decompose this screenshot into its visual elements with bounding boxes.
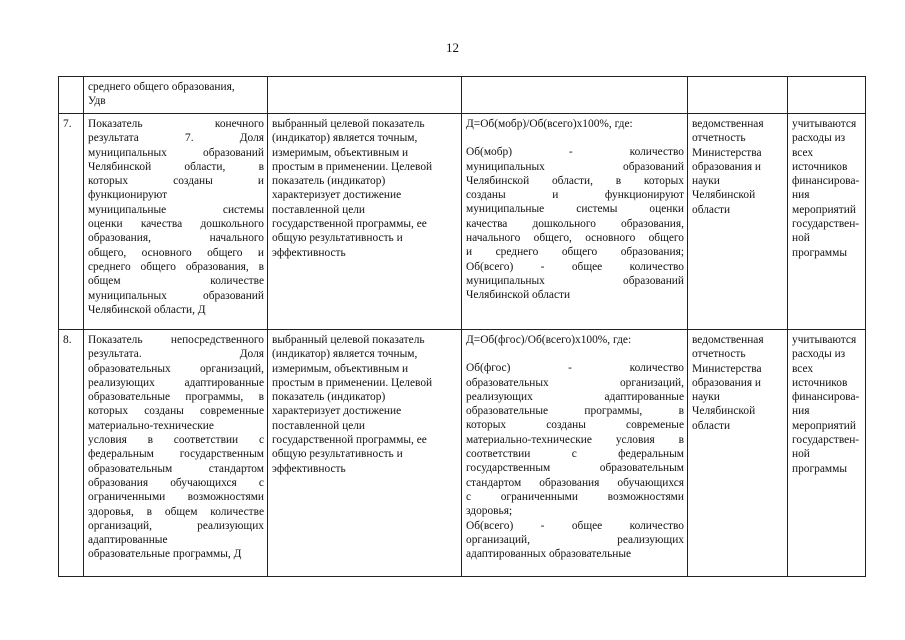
text-line: Министерства xyxy=(692,146,762,159)
text-line: здоровья, в общем количестве xyxy=(88,505,264,518)
text-line: общую результативность и xyxy=(272,232,403,245)
source-cell xyxy=(688,77,788,114)
formula-cell xyxy=(462,114,688,330)
text-line: Челябинской xyxy=(692,405,756,418)
text-line: материально-технические условия в xyxy=(466,433,684,446)
text-line: ния xyxy=(792,189,810,202)
text-line: простым в применении. Целевой xyxy=(272,160,433,173)
text-line: Показатель непосредственного xyxy=(88,334,264,346)
text-line: реализующих адаптированные xyxy=(88,376,264,389)
text-line: расходы из xyxy=(792,348,846,361)
text-line: и среднего общего образования; xyxy=(466,246,684,259)
text-line: источников xyxy=(792,160,848,173)
text-line: стандартом образования обучающихся xyxy=(466,476,684,489)
text-line: результата. Доля xyxy=(88,348,264,361)
text-line: мероприятий xyxy=(792,203,856,216)
formula-cell xyxy=(462,77,688,114)
note-cell xyxy=(788,77,866,114)
text-line: Об(всего) - общее количество xyxy=(466,260,684,273)
text-line: (индикатор) является точным, xyxy=(272,348,418,361)
text-line: измеримым, объективным и xyxy=(272,362,409,375)
row-number-cell: 8. xyxy=(59,330,84,577)
text-line: образовательных организаций, xyxy=(88,362,264,375)
text-line: среднего общего образования, xyxy=(88,81,235,93)
text-line: созданы и функционируют xyxy=(466,189,684,202)
text-line: программы xyxy=(792,462,847,475)
table-row xyxy=(59,330,866,577)
text-line: качества дошкольного образования, xyxy=(466,217,684,230)
indicator-name-cell xyxy=(84,330,268,577)
text-line: образования обучающихся с xyxy=(88,476,264,489)
text-line: Министерства xyxy=(692,362,762,375)
text-line: с ограниченными возможностями xyxy=(466,490,684,503)
page-number: 12 xyxy=(446,40,459,55)
text-line: ной xyxy=(792,448,810,461)
text-line: муниципальных образований xyxy=(466,160,684,173)
text-line: результата 7. Доля xyxy=(88,132,264,145)
text-line: финансирова- xyxy=(792,175,860,188)
text-line: адаптированных образовательные xyxy=(466,548,632,561)
text-line: Челябинской xyxy=(692,189,756,202)
text-line: Об(фгос) - количество xyxy=(466,362,684,375)
text-line: государственным образовательным xyxy=(466,462,684,475)
text-line: выбранный целевой показатель xyxy=(272,334,425,346)
text-line: простым в применении. Целевой xyxy=(272,376,433,389)
text-line: которых созданы современные xyxy=(88,405,264,418)
justification-cell xyxy=(268,330,462,577)
text-line: общем количестве xyxy=(88,275,264,288)
text-line: функционируют xyxy=(88,189,168,202)
text-line: образовательные программы, в xyxy=(466,405,684,418)
text-line: Удв xyxy=(88,95,106,108)
text-line: образования и xyxy=(692,160,762,173)
text-line: Об(всего) - общее количество xyxy=(466,519,684,532)
text-line: образовательных организаций, xyxy=(466,376,684,389)
text-line: программы xyxy=(792,246,847,259)
text-line: поставленной цели xyxy=(272,203,366,216)
text-line: муниципальных образований xyxy=(88,146,264,159)
text-line: образовательные программы, в xyxy=(88,391,264,404)
table-row xyxy=(59,114,866,330)
text-line: науки xyxy=(692,175,720,188)
text-line: науки xyxy=(692,391,720,404)
text-line: образования и xyxy=(692,376,762,389)
indicator-table xyxy=(58,76,866,577)
text-line: среднего общего образования, в xyxy=(88,260,264,273)
row-number-cell: 7. xyxy=(59,114,84,330)
text-line: общего, основного общего и xyxy=(88,246,264,259)
text-line: Челябинской области, в xyxy=(88,160,264,173)
text-line: отчетность xyxy=(692,132,746,145)
text-line: Об(мобр) - количество xyxy=(466,146,684,159)
text-line: Показатель конечного xyxy=(88,118,264,130)
indicator-name-cell xyxy=(84,77,268,114)
text-line: реализующих адаптированные xyxy=(466,390,684,403)
source-cell xyxy=(688,114,788,330)
justification-cell xyxy=(268,114,462,330)
text-line: государственной программы, ее xyxy=(272,434,427,447)
text-line: здоровья; xyxy=(466,505,513,518)
text-line: отчетность xyxy=(692,348,746,361)
text-line: мероприятий xyxy=(792,419,856,432)
text-line: измеримым, объективным и xyxy=(272,146,409,159)
text-line: характеризует достижение xyxy=(272,405,402,418)
text-line: всех xyxy=(792,362,814,375)
text-line: организаций, реализующих xyxy=(466,533,684,546)
text-line: ния xyxy=(792,405,810,418)
text-line: ведомственная xyxy=(692,118,764,130)
text-line: ведомственная xyxy=(692,334,764,346)
text-line: оценки качества дошкольного xyxy=(88,218,264,231)
text-line: ной xyxy=(792,232,810,245)
text-line: учитываются xyxy=(792,334,857,346)
text-line: показатель (индикатор) xyxy=(272,175,386,188)
text-line: расходы из xyxy=(792,132,846,145)
text-line: области xyxy=(692,203,731,216)
indicator-name-cell xyxy=(84,114,268,330)
text-line: образования, начального xyxy=(88,232,264,245)
text-line: образовательным стандартом xyxy=(88,462,264,475)
text-line: организаций, реализующих xyxy=(88,519,264,532)
text-line: характеризует достижение xyxy=(272,189,402,202)
text-line: поставленной цели xyxy=(272,419,366,432)
text-line: адаптированные xyxy=(88,534,168,547)
text-line: всех xyxy=(792,146,814,159)
note-cell xyxy=(788,330,866,577)
text-line: показатель (индикатор) xyxy=(272,391,386,404)
text-line: муниципальных образований xyxy=(466,274,684,287)
text-line: Челябинской области, Д xyxy=(88,303,206,316)
text-line: эффективность xyxy=(272,246,346,259)
text-line: финансирова- xyxy=(792,391,860,404)
text-line: ограниченными возможностями xyxy=(88,491,264,504)
text-line: общую результативность и xyxy=(272,448,403,461)
note-cell xyxy=(788,114,866,330)
formula-text: Д=Об(фгос)/Об(всего)х100%, где: xyxy=(466,334,632,346)
source-cell xyxy=(688,330,788,577)
text-line: условия в соответствии с xyxy=(88,434,264,447)
text-line: муниципальных образований xyxy=(88,289,264,302)
formula-text: Д=Об(мобр)/Об(всего)х100%, где: xyxy=(466,118,633,130)
text-line: начального общего, основного общего xyxy=(466,232,684,245)
text-line: муниципальные системы оценки xyxy=(466,203,684,216)
table-row xyxy=(59,77,866,114)
text-line: учитываются xyxy=(792,118,857,130)
text-line: государствен- xyxy=(792,218,860,231)
formula-cell xyxy=(462,330,688,577)
text-line: области xyxy=(692,419,731,432)
text-line: муниципальные системы xyxy=(88,203,264,216)
row-number-cell xyxy=(59,77,84,114)
text-line: материально-технические xyxy=(88,419,214,432)
text-line: образовательные программы, Д xyxy=(88,548,242,561)
text-line: государствен- xyxy=(792,434,860,447)
text-line: соответствии с федеральным xyxy=(466,448,684,461)
text-line: источников xyxy=(792,376,848,389)
text-line: Челябинской области xyxy=(466,289,571,302)
text-line: которых созданы и xyxy=(88,175,264,188)
text-line: эффективность xyxy=(272,462,346,475)
text-line: Челябинской области, в которых xyxy=(466,174,684,187)
text-line: (индикатор) является точным, xyxy=(272,132,418,145)
justification-cell xyxy=(268,77,462,114)
text-line: выбранный целевой показатель xyxy=(272,118,425,130)
text-line: государственной программы, ее xyxy=(272,218,427,231)
text-line: федеральным государственным xyxy=(88,448,264,461)
text-line: которых созданы современые xyxy=(466,419,684,432)
